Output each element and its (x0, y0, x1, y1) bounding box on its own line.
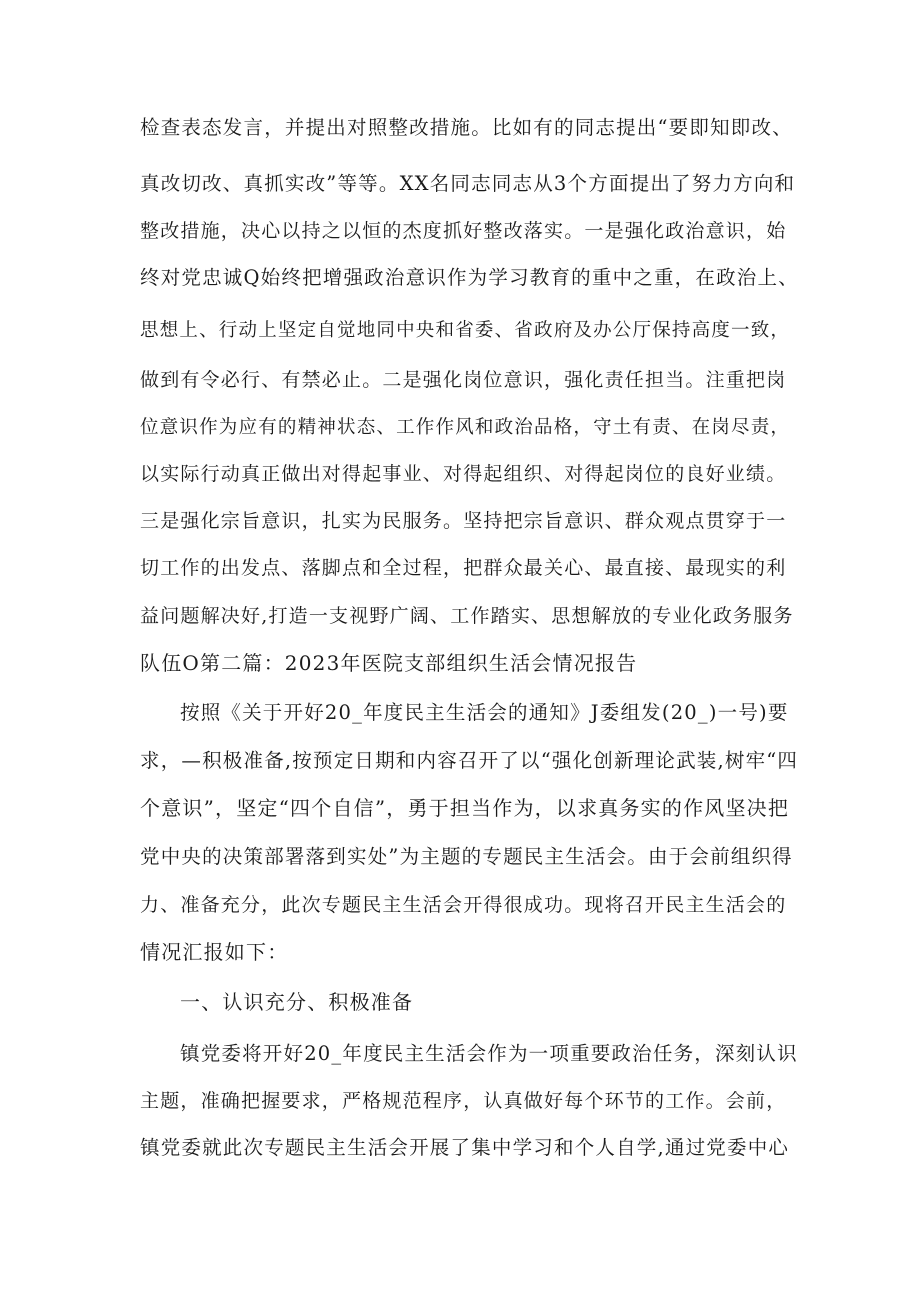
text-line: 做到有令必行、有禁必止。二是强化岗位意识，强化责任担当。注重把岗 (140, 369, 787, 391)
section-heading: 一、认识充分、积极准备 (180, 990, 414, 1014)
text-line: 位意识作为应有的精神状态、工作作风和政治品格，守土有责、在岗尽责， (140, 417, 791, 438)
text-line: 镇党委就此次专题民主生活会开展了集中学习和个人自学,通过党委中心 (140, 1136, 790, 1159)
text-line: 队伍O第二篇：2023年医院支部组织生活会情况报告 (140, 651, 638, 675)
text-line: 思想上、行动上坚定自觉地同中央和省委、省政府及办公厅保持高度一致， (140, 320, 791, 341)
text-line: 真改切改、真抓实改”等等。XX名同志同志从3个方面提出了努力方向和 (140, 172, 796, 195)
text-line: 检查表态发言，并提出对照整改措施。比如有的同志提出“要即知即改、 (140, 116, 793, 139)
text-line: 切工作的出发点、落脚点和全过程，把群众最关心、最直接、最现实的利 (140, 557, 787, 579)
paragraph-first-line: 按照《关于开好20_年度民主生活会的通知》J委组发(20_)一号)要 (180, 701, 789, 724)
text-line: 三是强化宗旨意识，扎实为民服务。坚持把宗旨意识、群众观点贯穿于一 (140, 510, 787, 532)
text-line: 求，—积极准备,按预定日期和内容召开了以“强化创新理论武装,树牢“四 (140, 749, 799, 772)
text-line: 益问题解决好,打造一支视野广阔、工作踏实、思想解放的专业化政务服务 (140, 605, 794, 627)
text-line: 力、准备充分，此次专题民主生活会开得很成功。现将召开民主生活会的 (140, 894, 787, 916)
text-line: 整改措施，决心以持之以恒的杰度抓好整改落实。一是强化政治意识，始 (140, 220, 787, 242)
text-line: 个意识”，坚定“四个自信”，勇于担当作为，以求真务实的作风坚决把 (140, 796, 790, 820)
text-line: 主题，准确把握要求，严格规范程序，认真做好每个环节的工作。会前， (140, 1090, 787, 1112)
text-line: 党中央的决策部署落到实处”为主题的专题民主生活会。由于会前组织得 (140, 845, 793, 868)
text-line: 情况汇报如下： (140, 940, 289, 964)
paragraph-first-line: 镇党委将开好20_年度民主生活会作为一项重要政治任务，深刻认识 (180, 1042, 798, 1065)
text-line: 终对党忠诚Q始终把增强政治意识作为学习教育的重中之重，在政治上、 (140, 266, 799, 289)
text-line: 以实际行动真正做出对得起事业、对得起组织、对得起岗位的良好业绩。 (140, 463, 787, 485)
